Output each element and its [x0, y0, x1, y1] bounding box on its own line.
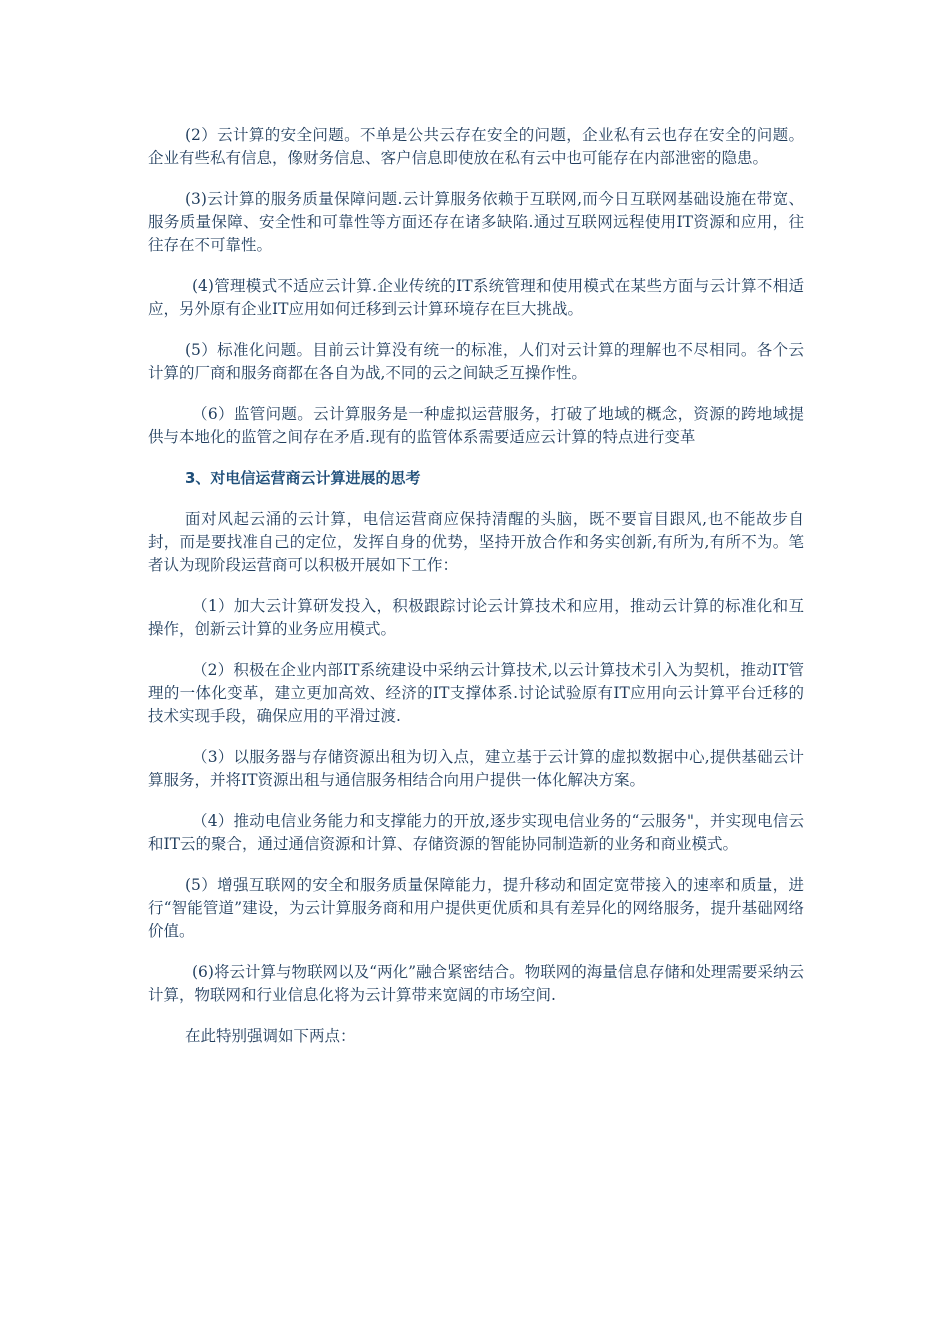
- paragraph-regulation-issue: （6）监管问题。云计算服务是一种虚拟运营服务，打破了地域的概念，资源的跨地域提供与本地化的监管之间存在矛盾.现有的监管体系需要适应云计算的特点进行变革: [148, 405, 804, 446]
- paragraph-item-1: （1）加大云计算研发投入，积极跟踪讨论云计算技术和应用，推动云计算的标准化和互操作，创新云计算的业务应用模式。: [148, 597, 804, 638]
- paragraph-item-5: (5）增强互联网的安全和服务质量保障能力，提升移动和固定宽带接入的速率和质量，进行“智能管道”建设，为云计算服务商和用户提供更优质和具有差异化的网络服务，提升基础网络价值。: [148, 876, 804, 940]
- paragraph-service-quality-issue: (3)云计算的服务质量保障问题.云计算服务依赖于互联网,而今日互联网基础设施在带宽、服务质量保障、安全性和可靠性等方面还存在诸多缺陷.通过互联网远程使用IT资源和应用，往往存在不可靠性。: [148, 190, 804, 254]
- paragraph-item-2: （2）积极在企业内部IT系统建设中采纳云计算技术,以云计算技术引入为契机，推动IT管理的一体化变革，建立更加高效、经济的IT支撑体系.讨论试验原有IT应用向云计算平台迁移的技术实现手段，确保应用的平滑过渡.: [148, 661, 804, 725]
- section-heading: 3、对电信运营商云计算进展的思考: [185, 469, 421, 487]
- paragraph-management-mode-issue: (4)管理模式不适应云计算.企业传统的IT系统管理和使用模式在某些方面与云计算不相适应，另外原有企业IT应用如何迁移到云计算环境存在巨大挑战。: [148, 277, 804, 318]
- paragraph-item-4: （4）推动电信业务能力和支撑能力的开放,逐步实现电信业务的“云服务"，并实现电信云和IT云的聚合，通过通信资源和计算、存储资源的智能协同制造新的业务和商业模式。: [148, 812, 804, 853]
- paragraph-item-3: （3）以服务器与存储资源出租为切入点，建立基于云计算的虚拟数据中心,提供基础云计算服务，并将IT资源出租与通信服务相结合向用户提供一体化解决方案。: [148, 748, 804, 789]
- paragraph-item-6: (6)将云计算与物联网以及“两化”融合紧密结合。物联网的海量信息存储和处理需要采纳云计算，物联网和行业信息化将为云计算带来宽阔的市场空间.: [148, 963, 804, 1004]
- paragraph-emphasis: 在此特别强调如下两点：: [185, 1027, 356, 1045]
- paragraph-security-issue: (2）云计算的安全问题。不单是公共云存在安全的问题，企业私有云也存在安全的问题。企业有些私有信息，像财务信息、客户信息即使放在私有云中也可能存在内部泄密的隐患。: [148, 126, 804, 167]
- paragraph-standardization-issue: (5）标准化问题。目前云计算没有统一的标准，人们对云计算的理解也不尽相同。各个云计算的厂商和服务商都在各自为战,不同的云之间缺乏互操作性。: [148, 341, 804, 382]
- paragraph-intro: 面对风起云涌的云计算，电信运营商应保持清醒的头脑，既不要盲目跟风,也不能故步自封，而是要找准自己的定位，发挥自身的优势，坚持开放合作和务实创新,有所为,有所不为。笔者认为现阶段运营商可以积极开展如下工作：: [148, 510, 804, 574]
